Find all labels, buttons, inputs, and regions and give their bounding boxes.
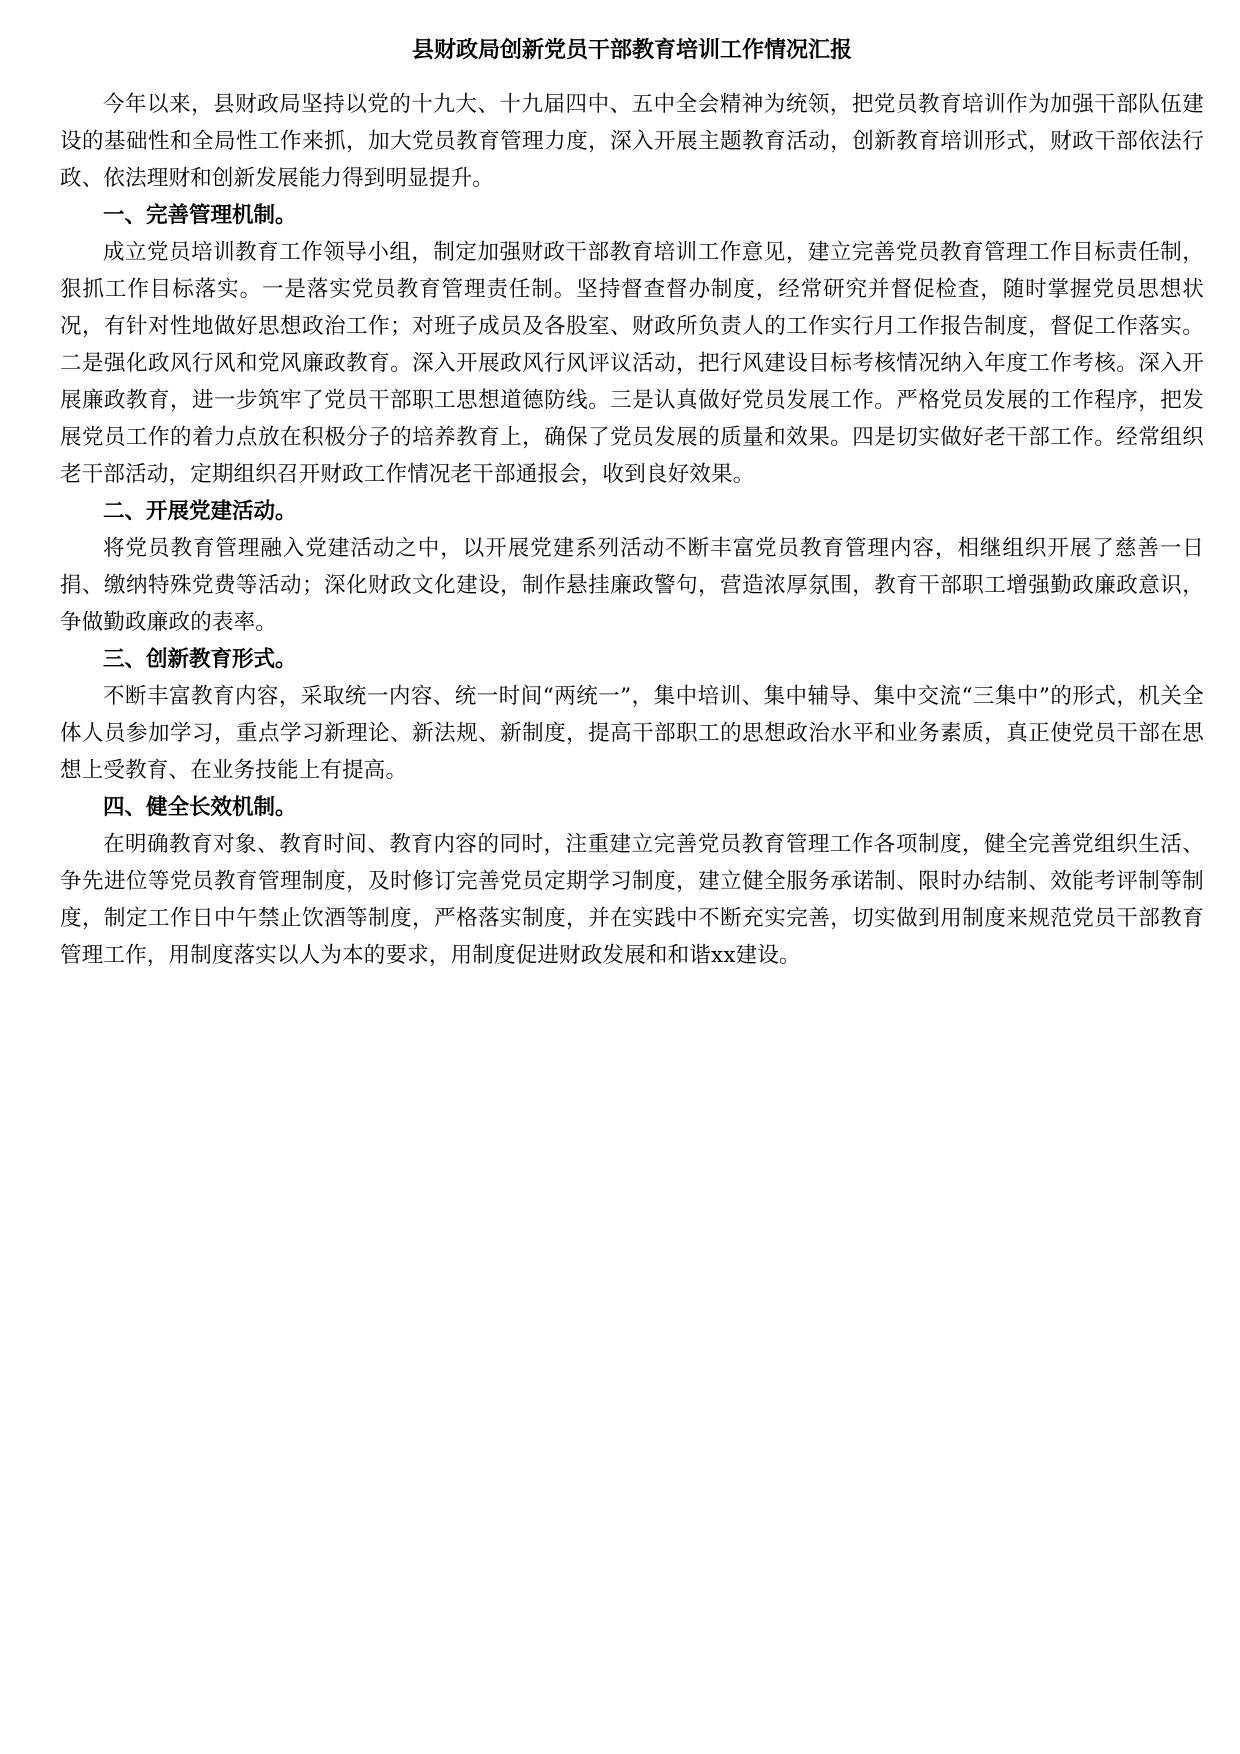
section-heading: 四、健全长效机制。 bbox=[103, 795, 297, 820]
section-body: 在明确教育对象、教育时间、教育内容的同时，注重建立完善党员教育管理工作各项制度，健全完善党组织生活、争先进位等党员教育管理制度，及时修订完善党员定期学习制度，建立健全服务承诺制、限时办结制、效能考评制等制度，制定工作日中午禁止饮酒等制度，严格落实制度，并在实践中不断充实完善，切实做到用制度来规范党员干部教育管理工作，用制度落实以人为本的要求，用制度促进财政发展和和谐xx建设。 bbox=[60, 832, 1204, 968]
section-body: 将党员教育管理融入党建活动之中，以开展党建系列活动不断丰富党员教育管理内容，相继组织开展了慈善一日捐、缴纳特殊党费等活动；深化财政文化建设，制作悬挂廉政警句，营造浓厚氛围，教育干部职工增强勤政廉政意识，争做勤政廉政的表率。 bbox=[60, 536, 1204, 635]
section-body: 成立党员培训教育工作领导小组，制定加强财政干部教育培训工作意见，建立完善党员教育管理工作目标责任制，狠抓工作目标落实。一是落实党员教育管理责任制。坚持督查督办制度，经常研究并督促检查，随时掌握党员思想状况，有针对性地做好思想政治工作；对班子成员及各股室、财政所负责人的工作实行月工作报告制度，督促工作落实。二是强化政风行风和党风廉政教育。深入开展政风行风评议活动，把行风建设目标考核情况纳入年度工作考核。深入开展廉政教育，进一步筑牢了党员干部职工思想道德防线。三是认真做好党员发展工作。严格党员发展的工作程序，把发展党员工作的着力点放在积极分子的培养教育上，确保了党员发展的质量和效果。四是切实做好老干部工作。经常组织老干部活动，定期组织召开财政工作情况老干部通报会，收到良好效果。 bbox=[60, 240, 1204, 487]
intro-paragraph: 今年以来，县财政局坚持以党的十九大、十九届四中、五中全会精神为统领，把党员教育培训作为加强干部队伍建设的基础性和全局性工作来抓，加大党员教育管理力度，深入开展主题教育活动，创新教育培训形式，财政干部依法行政、依法理财和创新发展能力得到明显提升。 bbox=[60, 92, 1204, 191]
section-education-form bbox=[60, 641, 1204, 789]
section-heading: 三、创新教育形式。 bbox=[103, 647, 297, 672]
section-long-term-mechanism bbox=[60, 789, 1204, 974]
section-body: 不断丰富教育内容，采取统一内容、统一时间“两统一”，集中培训、集中辅导、集中交流“三集中”的形式，机关全体人员参加学习，重点学习新理论、新法规、新制度，提高干部职工的思想政治水平和业务素质，真正使党员干部在思想上受教育、在业务技能上有提高。 bbox=[60, 684, 1204, 783]
section-heading: 一、完善管理机制。 bbox=[103, 203, 297, 228]
document-page bbox=[60, 34, 1204, 974]
section-party-building bbox=[60, 493, 1204, 641]
section-management-mechanism bbox=[60, 197, 1204, 493]
document-title: 县财政局创新党员干部教育培训工作情况汇报 bbox=[411, 38, 852, 63]
section-heading: 二、开展党建活动。 bbox=[103, 499, 297, 524]
